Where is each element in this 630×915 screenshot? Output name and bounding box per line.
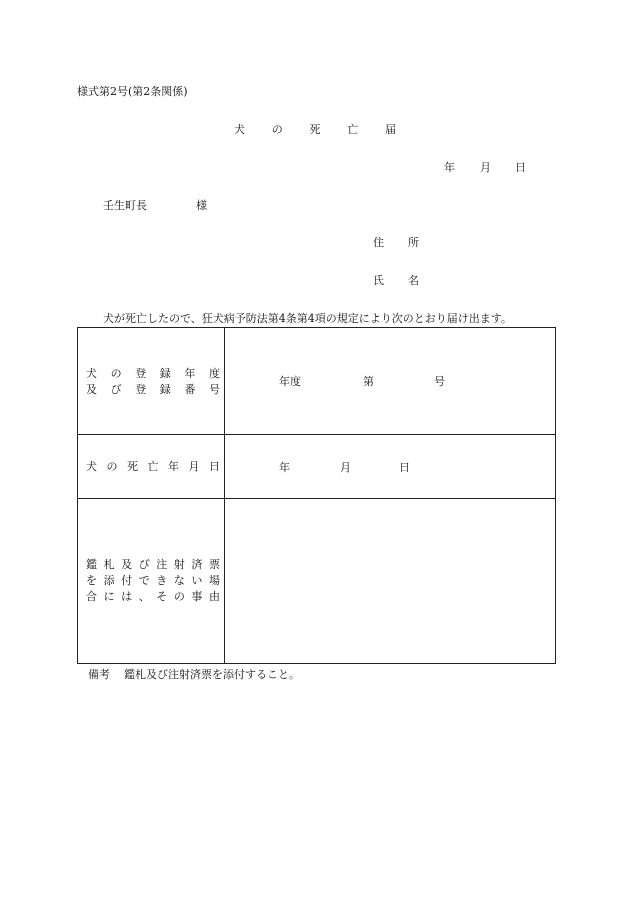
label-char: 名: [408, 274, 419, 287]
label-char: 犬: [86, 367, 97, 380]
title-char: 亡: [347, 123, 359, 136]
label-char: 登: [135, 367, 147, 380]
table-row: [78, 499, 555, 663]
label-line: [86, 459, 220, 475]
addressee-name: 壬生町長: [103, 199, 147, 212]
label-line: [86, 366, 220, 382]
form-table: [77, 327, 556, 664]
label-char: 注: [156, 558, 168, 571]
title-char: 犬: [234, 123, 245, 136]
label-char: 番: [184, 383, 196, 396]
label-char: 及: [121, 558, 133, 571]
label-char: 所: [408, 236, 419, 249]
nendo-label: 年度: [279, 375, 301, 388]
label-char: い: [191, 574, 203, 587]
date-day-label: 日: [515, 161, 526, 174]
label-line: [86, 557, 220, 573]
label-char: 場: [208, 574, 220, 587]
label-char: 射: [173, 558, 185, 571]
name-label: [373, 275, 419, 286]
reason-label: [86, 557, 220, 605]
label-char: 月: [188, 460, 200, 473]
label-char: 添: [103, 574, 115, 587]
label-char: 録: [159, 367, 171, 380]
label-char: 登: [135, 383, 147, 396]
label-char: 合: [86, 590, 97, 603]
death-day-label: 日: [399, 461, 410, 474]
label-char: は: [121, 590, 133, 603]
label-char: び: [138, 558, 150, 571]
label-char: 由: [208, 590, 220, 603]
label-char: 鑑: [86, 558, 97, 571]
address-label: [373, 237, 419, 248]
label-char: 票: [208, 558, 220, 571]
label-char: の: [173, 590, 185, 603]
label-char: 札: [103, 558, 115, 571]
remarks-text: 鑑札及び注射済票を添付すること。: [124, 668, 300, 681]
label-char: び: [110, 383, 122, 396]
label-char: な: [173, 574, 185, 587]
title-char: の: [271, 123, 283, 136]
date-year-label: 年: [444, 161, 455, 174]
label-char: 氏: [373, 274, 384, 287]
label-line: [86, 573, 220, 589]
addressee-honorific: 様: [196, 199, 207, 212]
date-month-label: 月: [480, 161, 491, 174]
label-char: 住: [373, 236, 384, 249]
label-line: [86, 382, 220, 398]
page-title: [234, 124, 396, 135]
label-char: 録: [159, 383, 171, 396]
form-number: 様式第2号(第2条関係): [77, 85, 188, 98]
label-char: で: [138, 574, 150, 587]
label-char: 済: [191, 558, 203, 571]
label-char: の: [106, 460, 118, 473]
death-month-label: 月: [340, 461, 351, 474]
table-row: [78, 328, 555, 435]
title-char: 死: [309, 123, 321, 136]
label-char: き: [156, 574, 168, 587]
remarks-label: 備考: [88, 668, 110, 681]
label-char: 事: [191, 590, 203, 603]
label-char: 付: [121, 574, 133, 587]
label-char: 亡: [147, 460, 159, 473]
label-char: 日: [209, 460, 220, 473]
death-date-label: [86, 459, 220, 475]
death-year-label: 年: [279, 461, 290, 474]
label-char: 、: [138, 590, 150, 603]
label-char: 及: [86, 383, 97, 396]
statement-text: 犬が死亡したので、狂犬病予防法第4条第4項の規定により次のとおり届け出ます。: [103, 312, 512, 325]
reason-value-cell[interactable]: [224, 499, 555, 663]
go-label: 号: [434, 375, 445, 388]
label-char: 年: [168, 460, 179, 473]
label-char: 年: [184, 367, 196, 380]
label-char: の: [110, 367, 122, 380]
label-char: 犬: [86, 460, 97, 473]
label-char: に: [103, 590, 115, 603]
registration-label: [86, 366, 220, 398]
label-char: 度: [208, 367, 220, 380]
dai-label: 第: [363, 375, 374, 388]
label-char: 号: [208, 383, 220, 396]
label-line: [86, 589, 220, 605]
label-char: 死: [127, 460, 138, 473]
table-row: [78, 435, 555, 499]
label-char: そ: [156, 590, 168, 603]
label-char: を: [86, 574, 97, 587]
title-char: 届: [385, 123, 396, 136]
